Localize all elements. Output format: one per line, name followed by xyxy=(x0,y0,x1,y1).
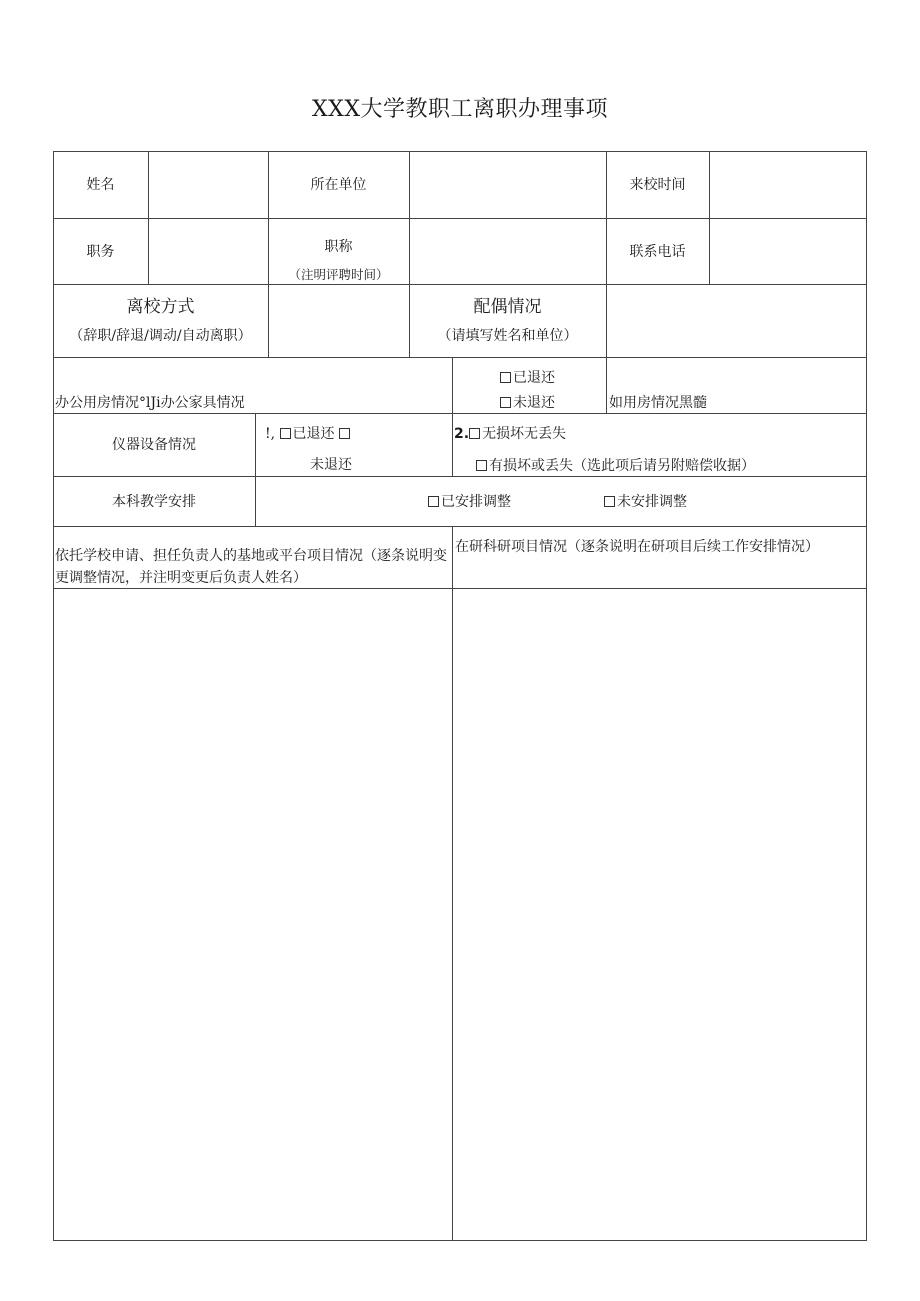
row-divider xyxy=(53,526,867,527)
damaged-option[interactable]: 有损坏或丢失（选此项后请另附赔偿收据） xyxy=(476,457,755,475)
row-divider xyxy=(53,476,867,477)
research-projects-entry-area[interactable] xyxy=(453,589,866,1240)
spouse-note: （请填写姓名和单位） xyxy=(437,328,578,344)
col-divider xyxy=(148,151,149,285)
row-divider xyxy=(53,284,867,285)
checkbox-icon[interactable] xyxy=(604,496,615,507)
housing-label: 如用房情况黑髓 xyxy=(609,395,707,411)
checkbox-icon[interactable] xyxy=(476,460,487,471)
equipment-label: 仪器设备情况 xyxy=(112,437,196,453)
rank-note: （注明评聘时间） xyxy=(288,267,389,282)
rank-label: 职称 xyxy=(324,239,353,255)
checkbox-icon[interactable] xyxy=(500,397,511,408)
table-border-right xyxy=(866,151,867,1241)
table-border-top xyxy=(53,151,867,152)
checkbox-icon[interactable] xyxy=(469,428,480,439)
col-divider xyxy=(255,413,256,527)
office-furniture-label: 办公用房情况°lJi办公家具情况 xyxy=(55,395,245,411)
row-divider xyxy=(53,218,867,219)
office-not-returned-option[interactable]: 未退还 xyxy=(500,394,555,412)
equipment-returned-option[interactable]: !, 已退还 xyxy=(265,425,352,443)
arrival-time-label: 来校时间 xyxy=(629,177,686,193)
leave-method-note: （辞职/辞退/调动/自动离职） xyxy=(69,328,252,344)
checkbox-icon[interactable] xyxy=(500,372,511,383)
col-divider xyxy=(709,151,710,285)
checkbox-icon[interactable] xyxy=(339,428,350,439)
research-projects-label: 在研科研项目情况（逐条说明在研项目后续工作安排情况） xyxy=(455,539,819,555)
position-label: 职务 xyxy=(86,244,115,260)
row-divider xyxy=(53,413,867,414)
teaching-arranged-option[interactable]: 已安排调整 xyxy=(428,493,511,511)
checkbox-icon[interactable] xyxy=(280,428,291,439)
teaching-label: 本科教学安排 xyxy=(112,494,196,510)
unit-label: 所在单位 xyxy=(310,177,367,193)
no-damage-option[interactable]: 2. 无损坏无丢失 xyxy=(454,426,567,442)
col-divider xyxy=(452,357,453,477)
leave-method-label: 离校方式 xyxy=(126,297,195,317)
platform-projects-entry-area[interactable] xyxy=(54,589,452,1240)
equipment-not-returned-text: 未退还 xyxy=(310,457,352,473)
checkbox-icon[interactable] xyxy=(428,496,439,507)
spouse-label: 配偶情况 xyxy=(473,297,542,317)
phone-label: 联系电话 xyxy=(629,244,686,260)
teaching-not-arranged-option[interactable]: 未安排调整 xyxy=(604,493,687,511)
table-border-bottom xyxy=(53,1240,867,1241)
form-title: XXX大学教职工离职办理事项 xyxy=(312,97,608,122)
row-divider xyxy=(53,357,867,358)
name-label: 姓名 xyxy=(86,177,115,193)
office-returned-option[interactable]: 已退还 xyxy=(500,369,555,387)
platform-projects-label: 依托学校申请、担任负责人的基地或平台项目情况（逐条说明变更调整情况，并注明变更后负责人姓名） xyxy=(55,548,447,586)
